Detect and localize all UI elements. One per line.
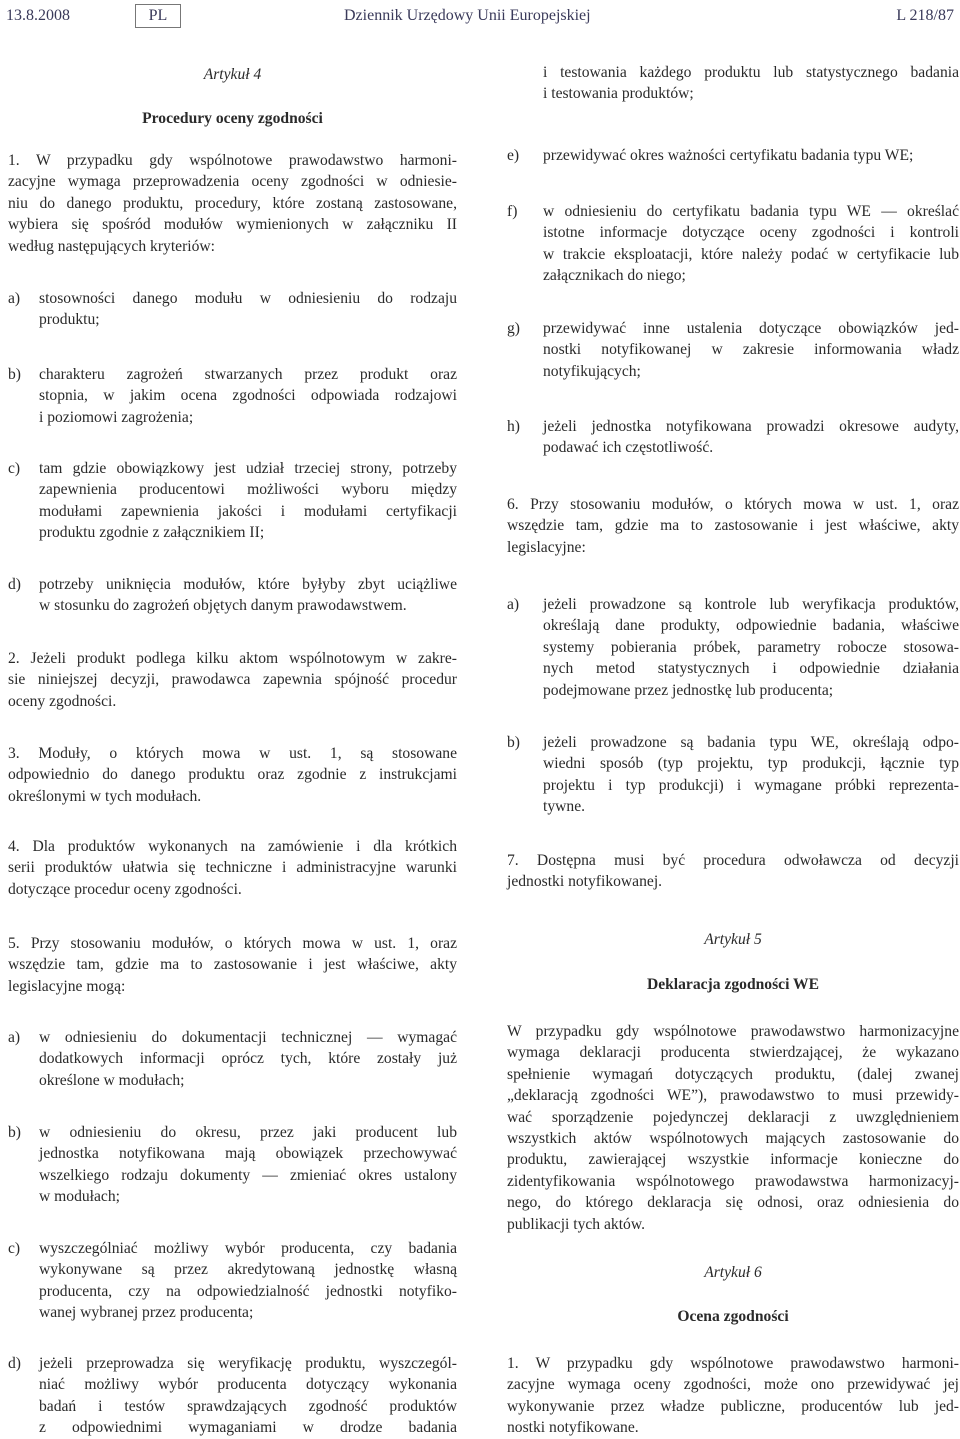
article-5-heading: Deklaracja zgodności WE: [646, 976, 820, 993]
text-line: przewidywać okres ważności certyfikatu badania typu WE;: [543, 147, 914, 164]
paragraph-2: [8, 648, 457, 712]
text-line: produktu zgodnie z załącznikiem II;: [39, 524, 265, 542]
text-line: 3. Moduły, o których mowa w ust. 1, są stosowane: [8, 745, 457, 762]
page-reference: L 218/87: [896, 7, 954, 24]
item-label: f): [507, 203, 518, 220]
paragraph-1: [8, 150, 457, 257]
text-line: zacyjne wymaga oceny zgodności, może ono przewidywać jej: [507, 1376, 959, 1394]
item-label: b): [8, 366, 21, 383]
text-line: legislacyjne:: [507, 538, 586, 556]
item-label: a): [8, 290, 21, 307]
article-6-title: Artykuł 6: [704, 1264, 762, 1281]
text-line: wiedni sposób (typ projektu, typ produkcji, łącznie typ: [543, 755, 959, 773]
text-line: 1. W przypadku gdy wspólnotowe prawodawstwo harmoni-: [8, 152, 457, 169]
text-line: w odniesieniu do dokumentacji technicznej — wymagać: [39, 1029, 457, 1046]
text-line: w stosunku do zagrożeń objętych danym prawodawstwem.: [39, 597, 407, 615]
text-line: w odniesieniu do okresu, przez jaki producent lub: [39, 1124, 457, 1141]
text-line: nych metod statystycznych i odpowiednie działania: [543, 660, 959, 678]
text-line: i testowania każdego produktu lub statystycznego badania: [543, 64, 959, 81]
text-line: określone w modułach;: [39, 1071, 185, 1089]
text-line: dodatkowych informacji oprócz tych, które zostały już: [39, 1050, 457, 1068]
text-line: 4. Dla produktów wykonanych na zamówienie i dla krótkich: [8, 838, 457, 855]
text-line: podejmowane przez jednostkę lub producenta;: [543, 681, 834, 699]
text-line: wszędzie tam, gdzie ma to zastosowanie i jest właściwe, akty: [507, 517, 959, 535]
text-line: potrzeby uniknięcia modułów, które byłyby zbyt uciążliwe: [39, 576, 457, 593]
item-label: e): [507, 147, 520, 164]
text-line: z odpowiednimi wymaganiami w drodze badania: [39, 1419, 457, 1437]
text-line: wykonywanie przez władze publiczne, producentów lub jed-: [507, 1397, 959, 1415]
text-line: podawać ich częstotliwość.: [543, 439, 714, 457]
text-line: zidentyfikowania wspólnotowego prawodawstwa harmonizacyj-: [507, 1172, 959, 1190]
text-line: zacyjne wymaga przeprowadzenia oceny zgodności w odniesie-: [8, 173, 457, 191]
text-line: charakteru zagrożeń stwarzanych przez produkt oraz: [39, 366, 457, 383]
text-line: nego, do którego deklaracja się odnosi, oraz odniesienia do: [507, 1194, 959, 1212]
text-line: w modułach;: [39, 1188, 120, 1206]
paragraph-4: [8, 836, 457, 900]
article-5-body: [507, 1021, 959, 1235]
journal-header: [0, 0, 960, 34]
text-line: jednostka notyfikowana mają obowiązek przechowywać: [39, 1145, 457, 1163]
text-line: systemy pobierania próbek, parametry robocze stosowa-: [543, 638, 959, 656]
item-label: b): [507, 734, 520, 751]
article-4-heading: Procedury oceny zgodności: [142, 110, 323, 127]
paragraph-6: [507, 494, 959, 558]
text-line: produktu, zawierającej wszystkie informacje konieczne do: [507, 1151, 959, 1169]
article-5-title: Artykuł 5: [704, 931, 762, 948]
text-line: legislacyjne mogą:: [8, 977, 126, 995]
text-line: określonymi w tych modułach.: [8, 787, 202, 805]
item-label: a): [507, 596, 520, 613]
paragraph-3: [8, 743, 457, 807]
item-label: d): [8, 576, 21, 593]
text-line: wać sporządzenie pojedynczej deklaracji z uwzględnieniem: [507, 1108, 959, 1126]
text-line: 7. Dostępna musi być procedura odwoławcza od decyzji: [507, 852, 959, 869]
text-line: jeżeli jednostka notyfikowana prowadzi okresowe audyty,: [543, 418, 959, 435]
text-line: notyfikujących;: [543, 362, 641, 380]
text-line: tywne.: [543, 798, 586, 816]
text-line: W przypadku gdy wspólnotowe prawodawstwo harmonizacyjne: [507, 1023, 959, 1040]
text-line: 5. Przy stosowaniu modułów, o których mowa w ust. 1, oraz: [8, 935, 457, 952]
text-line: wszelkiego rodzaju dokumenty — zmieniać okres ustalony: [39, 1166, 457, 1184]
text-line: nostki notyfikowanej w zakresie informowania władz: [543, 341, 959, 359]
text-line: wszędzie tam, gdzie ma to zastosowanie i jest właściwe, akty: [8, 956, 457, 974]
text-line: wyszczególniać możliwy wybór producenta, czy badania: [39, 1240, 457, 1257]
text-line: wykonywane są przez akredytowaną jednostkę własną: [39, 1261, 457, 1279]
text-line: wszystkich aktów wspólnotowych mających zastosowanie do: [507, 1130, 959, 1148]
text-line: istotne informacje dotyczące oceny zgodności i kontroli: [543, 224, 959, 242]
text-line: nostki notyfikowane.: [507, 1419, 639, 1437]
text-line: odpowiednio do danego produktu oraz zgodnie z instrukcjami: [8, 766, 457, 784]
text-line: tam gdzie obowiązkowy jest udział trzeciej strony, potrzeby: [39, 460, 457, 477]
text-line: według następujących kryteriów:: [8, 237, 215, 255]
publication-date: 13.8.2008: [6, 7, 70, 24]
item-label: c): [8, 460, 21, 477]
paragraph-5: [8, 933, 457, 997]
text-line: zapewnienia producentowi możliwości wyboru między: [39, 481, 457, 499]
text-line: producenta, czy na odpowiedzialność jednostki notyfiko-: [39, 1282, 457, 1300]
text-line: niu do danego produktu, procedury, które zostaną zastosowane,: [8, 194, 457, 212]
item-label: a): [8, 1029, 21, 1046]
text-line: sie niniejszej decyzji, prawodawca zapewnia spójność procedur: [8, 671, 457, 689]
text-line: jeżeli przeprowadza się weryfikację produktu, wyszczegól-: [39, 1355, 457, 1372]
text-line: jeżeli prowadzone są badania typu WE, określają odpo-: [543, 734, 959, 751]
text-line: załącznikach do niego;: [543, 267, 686, 285]
text-line: jednostki notyfikowanej.: [507, 873, 663, 891]
text-line: w trakcie eksploatacji, które należy podać w certyfikacie lub: [543, 245, 959, 263]
text-line: 1. W przypadku gdy wspólnotowe prawodawstwo harmoni-: [507, 1355, 959, 1372]
text-line: publikacji tych aktów.: [507, 1215, 645, 1233]
item-label: h): [507, 418, 520, 435]
text-line: stosowności danego modułu w odniesieniu do rodzaju: [39, 290, 457, 307]
text-line: 6. Przy stosowaniu modułów, o których mowa w ust. 1, oraz: [507, 496, 959, 513]
continued-item: [507, 62, 959, 105]
language-badge: PL: [135, 4, 181, 28]
text-line: oceny zgodności.: [8, 692, 117, 710]
text-line: produktu;: [39, 311, 100, 329]
text-line: niać możliwy wybór producenta dotyczący wykonania: [39, 1376, 457, 1394]
article-6-paragraph-1: [507, 1353, 959, 1439]
item-label: c): [8, 1240, 21, 1257]
paragraph-7: [507, 850, 959, 893]
text-line: wanej wybranej przez producenta;: [39, 1304, 254, 1322]
text-line: 2. Jeżeli produkt podlega kilku aktom wspólnotowym w zakre-: [8, 650, 457, 667]
text-line: jeżeli prowadzone są kontrole lub weryfikacja produktów,: [543, 596, 959, 613]
text-line: i poziomowi zagrożenia;: [39, 408, 194, 426]
item-label: g): [507, 320, 520, 337]
text-line: spełnienie wymagań dotyczących produktu, (dalej zwanej: [507, 1065, 959, 1083]
item-label: d): [8, 1355, 21, 1372]
text-line: i testowania produktów;: [543, 85, 694, 103]
article-4-title: Artykuł 4: [203, 66, 262, 83]
item-label: b): [8, 1124, 21, 1141]
text-line: wymaga deklaracji producenta stwierdzającej, że wykazano: [507, 1044, 959, 1062]
journal-title: Dziennik Urzędowy Unii Europejskiej: [344, 7, 591, 24]
text-line: przewidywać inne ustalenia dotyczące obowiązków jed-: [543, 320, 959, 337]
text-line: modułami zapewnienia jakości i modułami certyfikacji: [39, 502, 457, 520]
text-line: w odniesieniu do certyfikatu badania typu WE — określać: [543, 203, 959, 220]
article-6-heading: Ocena zgodności: [677, 1308, 789, 1325]
text-line: wybiera się spośród modułów wymienionych w załączniku II: [8, 216, 457, 234]
text-line: projektu i typ produkcji) i wymagane próbki reprezenta-: [543, 776, 959, 794]
text-line: stopnia, w jakim ocena zgodności odpowiada rodzajowi: [39, 387, 457, 405]
text-line: określają dane produkty, odpowiednie badania, właściwe: [543, 617, 959, 635]
text-line: badań i testów sprawdzających zgodność produktów: [39, 1397, 457, 1415]
text-line: „deklaracją zgodności WE”), prawodawstwo to musi przewidy-: [507, 1087, 959, 1105]
text-line: serii produktów ułatwia się techniczne i administracyjne warunki: [8, 859, 457, 877]
text-line: dotyczące procedur oceny zgodności.: [8, 880, 242, 898]
